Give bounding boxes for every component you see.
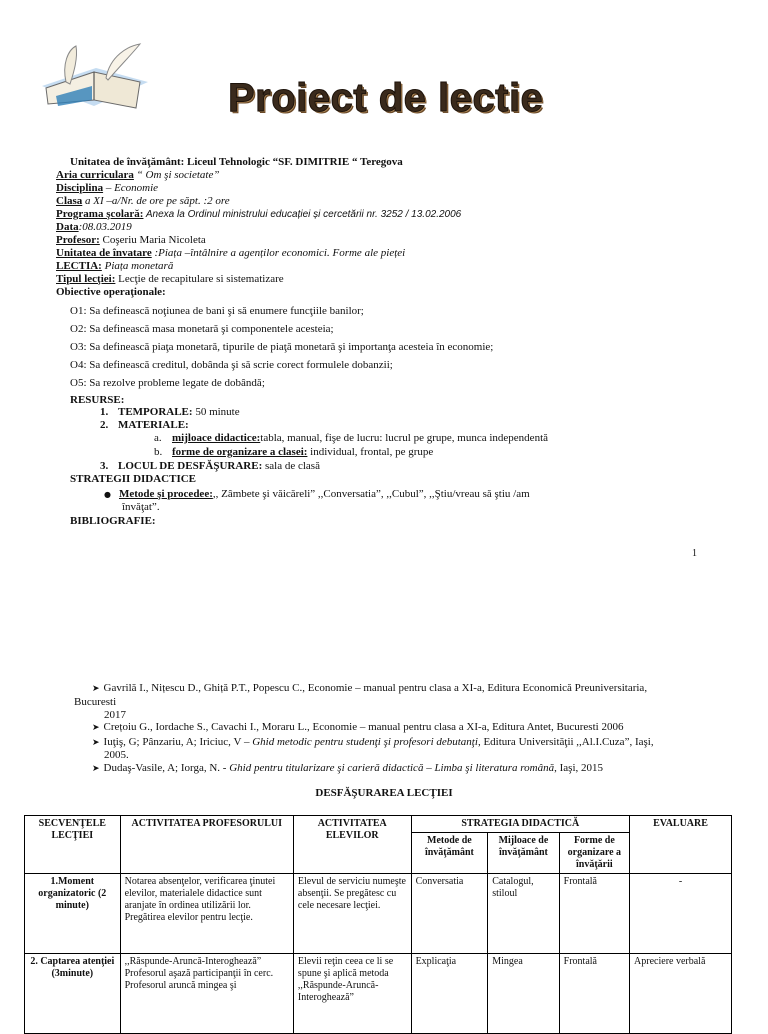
lesson-type: Tipul lecţiei: Lecţie de recapitulare si sistematizare	[56, 273, 284, 285]
objective-item: O1: Sa definească noţiunea de bani şi să enumere funcţiile banilor;	[70, 305, 364, 317]
cell-evaluare: Apreciere verbală	[630, 954, 732, 1034]
bibliography-item: ➤ Gavrilă I., Nițescu D., Ghiță P.T., Popescu C., Economie – manual pentru clasa a XI-a, Editura Economică Preuniversitaria,	[92, 682, 648, 694]
lesson-name: LECTIA: Piața monetară	[56, 260, 174, 272]
lesson-flow-title: DESFĂŞURAREA LECŢIEI	[315, 787, 453, 799]
bibliography-item: ➤ Crețoiu G., Iordache S., Cavachi I., Moraru L., Economie – manual pentru clasa a XI-a, Editura Antet, Bucuresti 2006	[92, 721, 624, 733]
bibliography-item-continued: 2017	[104, 709, 126, 721]
header-strategia: STRATEGIA DIDACTICĂ	[411, 816, 629, 833]
cell-secventa: 1.Moment organizatoric (2 minute)	[25, 874, 121, 954]
methods-line-continued: învăţat”.	[122, 501, 160, 513]
lesson-flow-table	[24, 815, 732, 1034]
cell-forme: Frontală	[559, 954, 629, 1034]
header-forme: Forme de organizare a învăţării	[559, 833, 629, 874]
learning-unit: Unitatea de învatare :Piața –întâlnire a agenților economici. Forme ale pieței	[56, 247, 406, 259]
objective-item: O2: Sa definească masa monetară şi componentele acesteia;	[70, 323, 334, 335]
page-title: Proiect de lectie	[228, 76, 544, 120]
cell-evaluare: -	[630, 874, 732, 954]
header-activitatea-profesorului: ACTIVITATEA PROFESORULUI	[120, 816, 293, 874]
cell-secventa: 2. Captarea atenţiei (3minute)	[25, 954, 121, 1034]
cell-elevi: Elevul de serviciu numeşte absenţii. Se pregătesc cu cele necesare lecţiei.	[293, 874, 411, 954]
resource-location: 3. LOCUL DE DESFĂŞURARE: sala de clasă	[100, 460, 320, 472]
bibliography-item: ➤ Dudaş-Vasile, A; Iorga, N. - Ghid pentru titularizare şi carieră didactică – Limba şi literatura română, Iaşi, 2015	[92, 762, 604, 774]
cell-metode: Conversatia	[411, 874, 488, 954]
discipline: Disciplina – Economie	[56, 182, 159, 194]
objective-item: O4: Sa definească creditul, dobânda şi să scrie corect formulele dobanzii;	[70, 359, 393, 371]
resource-class-organization: b. forme de organizare a clasei: individual, frontal, pe grupe	[154, 446, 434, 458]
school-unit: Unitatea de învăţământ: Liceul Tehnologic “SF. DIMITRIE “ Teregova	[70, 156, 403, 168]
cell-forme: Frontală	[559, 874, 629, 954]
objective-item: O3: Sa definească piaţa monetară, tipurile de piaţă monetară şi importanţa acesteia în economie;	[70, 341, 494, 353]
resource-materials: 2. MATERIALE:	[100, 419, 189, 431]
book-quill-logo	[36, 42, 152, 112]
resource-temporal: 1. TEMPORALE: 50 minute	[100, 406, 240, 418]
objective-item: O5: Sa rezolve probleme legate de dobândă;	[70, 377, 265, 389]
table-row	[25, 954, 732, 1034]
methods-line: ● Metode şi procedee:,, Zâmbete şi văicăreli” ,,Conversatia”, ,,Cubul”, ,,Ştiu/vreau să ştiu /am	[104, 488, 530, 500]
curricular-area: Aria curriculara “ Om şi societate”	[56, 169, 220, 181]
class-hours: Clasa a XI –a/Nr. de ore pe săpt. :2 ore	[56, 195, 230, 207]
table-row	[25, 874, 732, 954]
objectives-heading: Obiective operaţionale:	[56, 286, 166, 298]
date: Data:08.03.2019	[56, 221, 132, 233]
bibliography-item: ➤ Iuţiş, G; Pânzariu, A; Iriciuc, V – Ghid metodic pentru studenţi şi profesori debutanţi, Editura Universităţii ,,Al.I.Cuza”, Iaşi,	[92, 736, 654, 748]
header-secventele: SECVENŢELE LECŢIEI	[25, 816, 121, 874]
page-number: 1	[692, 548, 697, 559]
resources-heading: RESURSE:	[70, 394, 125, 406]
bibliography-item-continued: Bucuresti	[74, 696, 117, 708]
header-mijloace: Mijloace de învăţământ	[488, 833, 559, 874]
school-program: Programa şcolară: Anexa la Ordinul ministrului educației și cercetării nr. 3252 / 13.02.2006	[56, 208, 462, 220]
bibliography-item-continued: 2005.	[104, 749, 129, 761]
header-activitatea-elevilor: ACTIVITATEA ELEVILOR	[293, 816, 411, 874]
cell-elevi: Elevii reţin ceea ce li se spune şi aplică metoda ,,Răspunde-Aruncă-Interoghează”	[293, 954, 411, 1034]
cell-mijloace: Catalogul, stiloul	[488, 874, 559, 954]
cell-profesor: ,,Răspunde-Aruncă-Interoghează” Profesorul aşază participanţii în cerc. Profesorul aruncă mingea şi	[120, 954, 293, 1034]
cell-profesor: Notarea absenţelor, verificarea ţinutei elevilor, materialele didactice sunt aranjate în ordinea utilizării lor. Pregătirea elevilor pentru lecţie.	[120, 874, 293, 954]
header-metode: Metode de învăţământ	[411, 833, 488, 874]
strategies-heading: STRATEGII DIDACTICE	[70, 473, 197, 485]
cell-metode: Explicaţia	[411, 954, 488, 1034]
resource-didactic-means: a. mijloace didactice:tabla, manual, fişe de lucru: lucrul pe grupe, munca independentă	[154, 432, 549, 444]
cell-mijloace: Mingea	[488, 954, 559, 1034]
header-evaluare: EVALUARE	[630, 816, 732, 874]
teacher: Profesor: Coşeriu Maria Nicoleta	[56, 234, 206, 246]
bibliography-heading: BIBLIOGRAFIE:	[70, 515, 156, 527]
